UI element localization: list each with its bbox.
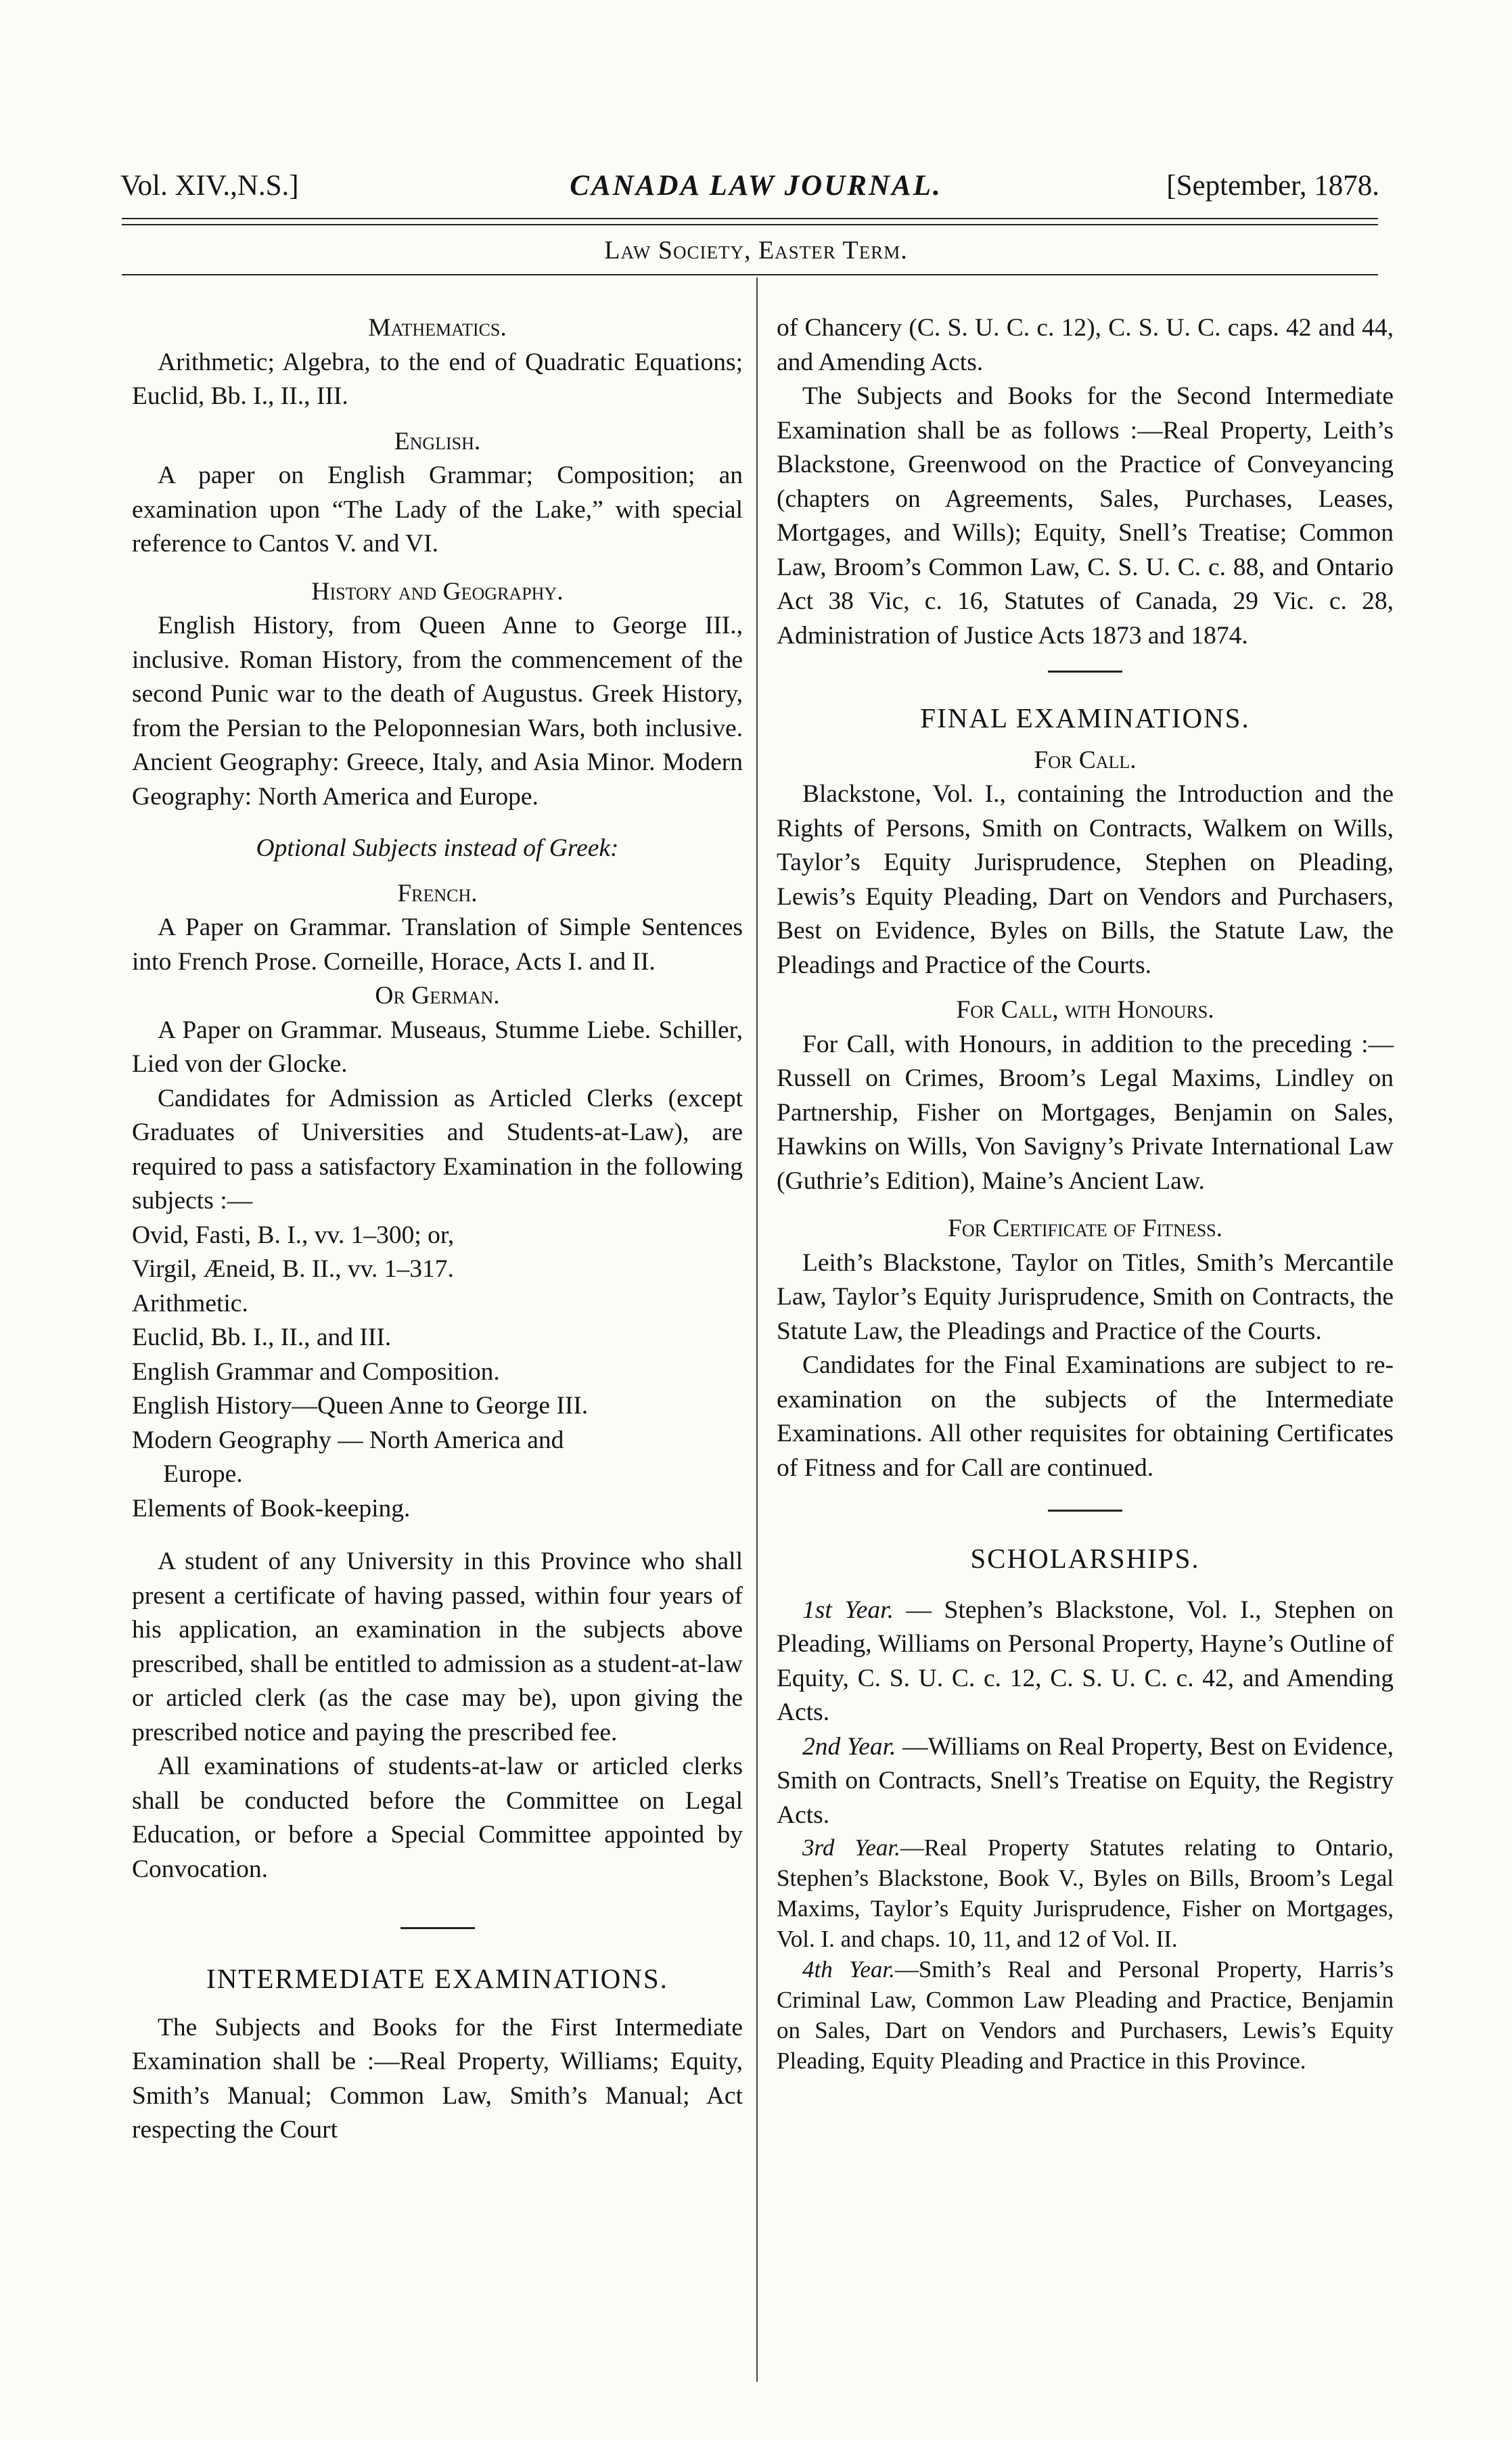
volume-number: Vol. XIV.,N.S.] [120, 170, 299, 202]
french-text: A Paper on Grammar. Translation of Simple Sentences into French Prose. Corneille, Horace, Acts I. and II. [132, 913, 743, 976]
mathematics-text: Arithmetic; Algebra, to the end of Quadratic Equations; Euclid, Bb. I., II., III. [132, 348, 743, 410]
issue-date: [September, 1878. [1166, 170, 1379, 202]
fitness-heading: For Certificate of Fitness. [947, 1215, 1223, 1242]
subject-item: Virgil, Æneid, B. II., vv. 1–317. [132, 1255, 454, 1283]
column-divider [756, 277, 758, 2382]
fitness-text: Leith’s Blackstone, Taylor on Titles, Smith’s Mercantile Law, Taylor’s Equity Jurisprudence, Smith on Contracts, the Statute Law, the Pleadings and Practice of the Courts. [777, 1248, 1394, 1345]
intermediate-text: The Subjects and Books for the First Intermediate Examination shall be :—Real Property, Williams; Equity, Smith’s Manual; Common Law, Smith’s Manual; Act respecting the Court [132, 2013, 743, 2144]
scholarships-heading: SCHOLARSHIPS. [970, 1543, 1200, 1574]
right-column [777, 311, 1394, 2076]
year-3-label: 3rd Year. [802, 1834, 900, 1861]
for-call-heading: For Call. [1034, 746, 1137, 774]
year-3-text: 3rd Year.—Real Property Statutes relating to Ontario, Stephen’s Blackstone, Book V., Byles on Bills, Broom’s Legal Maxims, Taylor’s Equity Jurisprudence, Fisher on Mortgages, Vol. I. and chaps. 10, 11, and 12 of Vol. II. [777, 1834, 1394, 1952]
mathematics-heading: Mathematics. [368, 314, 507, 342]
subject-item: English History—Queen Anne to George III. [132, 1392, 589, 1420]
english-text: A paper on English Grammar; Composition; an examination upon “The Lady of the Lake,” with special reference to Cantos V. and VI. [132, 461, 743, 558]
german-text: A Paper on Grammar. Museaus, Stumme Liebe. Schiller, Lied von der Glocke. [132, 1016, 743, 1078]
subject-item: Arithmetic. [132, 1289, 248, 1317]
history-text: English History, from Queen Anne to George III., inclusive. Roman History, from the commencement of the second Punic war to the death of Augustus. Greek History, from the Persian to the Peloponnesian Wars, both inclusive. Ancient Geography: Greece, Italy, and Asia Minor. Modern Geography: North America and Europe. [132, 612, 743, 811]
journal-title: CANADA LAW JOURNAL. [570, 170, 942, 202]
honours-heading: For Call, with Honours. [956, 996, 1214, 1024]
french-heading: French. [397, 879, 478, 907]
chancery-text: of Chancery (C. S. U. C. c. 12), C. S. U. C. caps. 42 and 44, and Amending Acts. [777, 314, 1394, 376]
year-1-label: 1st Year. [802, 1596, 894, 1624]
year-2-label: 2nd Year. [802, 1732, 896, 1761]
student-text: A student of any University in this Province who shall present a certificate of having passed, within four years of his application, an examination in the subjects above prescribed, shall be entitled to admission as a student-at-law or articled clerk (as the case may be), upon giving the prescribed notice and paying the prescribed fee. [132, 1547, 743, 1746]
section-rule [122, 274, 1378, 275]
subject-item: Euclid, Bb. I., II., and III. [132, 1324, 392, 1351]
subject-item: Ovid, Fasti, B. I., vv. 1–300; or, [132, 1221, 455, 1249]
second-intermediate-text: The Subjects and Books for the Second Intermediate Examination shall be as follows :—Real Property, Leith’s Blackstone, Greenwood on the Practice of Conveyancing (chapters on Agreements, Sales, Purchases, Leases, Mortgages, and Wills); Equity, Snell’s Treatise; Common Law, Broom’s Common Law, C. S. U. C. c. 88, and Ontario Act 38 Vic, c. 16, Statutes of Canada, 29 Vic. c. 28, Administration of Justice Acts 1873 and 1874. [777, 382, 1394, 650]
for-call-text: Blackstone, Vol. I., containing the Introduction and the Rights of Persons, Smith on Contracts, Walkem on Wills, Taylor’s Equity Jurisprudence, Stephen on Pleading, Lewis’s Equity Pleading, Dart on Vendors and Purchasers, Best on Evidence, Byles on Bills, the Statute Law, the Pleadings and Practice of the Courts. [777, 780, 1394, 979]
intermediate-heading: INTERMEDIATE EXAMINATIONS. [206, 1963, 668, 1994]
separator-rule [1048, 671, 1122, 673]
subject-item: Europe. [163, 1460, 243, 1488]
honours-text: For Call, with Honours, in addition to the preceding :—Russell on Crimes, Broom’s Legal Maxims, Lindley on Partnership, Fisher on Mortgages, Benjamin on Sales, Hawkins on Wills, Von Savigny’s Private International Law (Guthrie’s Edition), Maine’s Ancient Law. [777, 1030, 1394, 1195]
subject-item: English Grammar and Composition. [132, 1357, 500, 1386]
separator-rule [1048, 1510, 1122, 1512]
reexamination-text: Candidates for the Final Examinations are subject to re-examination on the subjects of the Intermediate Examinations. All other requisites for obtaining Certificates of Fitness and for Call are continued. [777, 1351, 1394, 1482]
final-examinations-heading: FINAL EXAMINATIONS. [920, 702, 1250, 733]
left-column [132, 311, 743, 2148]
candidates-text: Candidates for Admission as Articled Clerks (except Graduates of Universities and Students-at-Law), are required to pass a satisfactory Examination in the following subjects :— [132, 1084, 743, 1215]
optional-subjects-heading: Optional Subjects instead of Greek: [256, 834, 619, 862]
subject-item: Elements of Book-keeping. [132, 1494, 411, 1522]
english-heading: English. [394, 427, 481, 455]
german-heading: Or German. [375, 982, 500, 1010]
examinations-text: All examinations of students-at-law or articled clerks shall be conducted before the Committee on Legal Education, or before a Special Committee appointed by Convocation. [132, 1753, 743, 1883]
header-rule [122, 218, 1378, 219]
year-4-text: 4th Year.—Smith’s Real and Personal Property, Harris’s Criminal Law, Common Law Pleading and Practice, Benjamin on Sales, Dart on Vendors and Purchasers, Lewis’s Equity Pleading, Equity Pleading and Practice in this Province. [777, 1956, 1394, 2074]
separator-rule [400, 1927, 475, 1929]
history-heading: History and Geography. [311, 577, 564, 606]
year-4-label: 4th Year. [802, 1956, 895, 1983]
header-rule [122, 224, 1378, 225]
year-2-text: 2nd Year. —Williams on Real Property, Best on Evidence, Smith on Contracts, Snell’s Treatise on Equity, the Registry Acts. [777, 1732, 1394, 1829]
year-1-text: 1st Year. — Stephen’s Blackstone, Vol. I., Stephen on Pleading, Williams on Personal Property, Hayne’s Outline of Equity, C. S. U. C. c. 12, C. S. U. C. c. 42, and Amending Acts. [777, 1596, 1394, 1726]
section-title: Law Society, Easter Term. [604, 236, 908, 265]
subject-item: Modern Geography — North America and [132, 1426, 564, 1454]
